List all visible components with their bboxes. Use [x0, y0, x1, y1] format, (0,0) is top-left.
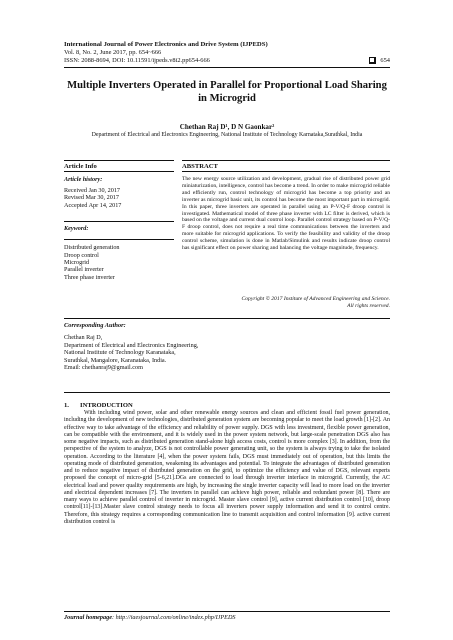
paper-authors: Chethan Raj D¹, D N Gaonkar²: [179, 123, 275, 131]
section-title: INTRODUCTION: [80, 402, 133, 409]
homepage-link[interactable]: : http://iaesjournal.com/online/index.php/IJPEDS: [111, 614, 236, 621]
page-number: 654: [380, 56, 390, 64]
corresponding-divider: [64, 318, 390, 319]
section-heading: [64, 402, 133, 410]
revised-date: Revised Mar 30, 2017: [64, 194, 119, 202]
page-indicator: [369, 57, 390, 65]
keyword-label: Keyword:: [64, 225, 89, 233]
received-date: Received Jan 30, 2017: [64, 187, 121, 194]
issn-line: [64, 57, 390, 65]
paper-title: Multiple Inverters Operated in Parallel for Proportional Load Sharing in Microgrid: [67, 80, 387, 104]
section-divider: [64, 392, 390, 393]
corresponding-label: Corresponding Author:: [64, 322, 126, 329]
keyword-list: [64, 244, 174, 281]
keyword-item: Droop control: [64, 251, 99, 259]
section-number: 1.: [64, 402, 69, 409]
journal-footer: [64, 614, 236, 622]
footer-rule: [64, 611, 390, 612]
page-box-icon: [369, 57, 375, 63]
keyword-item: Microgrid: [64, 259, 90, 267]
header-rule: [64, 67, 390, 68]
journal-name: International Journal of Power Electronics and Drive System (IJPEDS): [64, 41, 268, 48]
footer-label: Journal homepage: [64, 614, 112, 621]
rights-line: All rights reserved.: [347, 302, 390, 309]
accepted-date: Accepted Apr 14, 2017: [64, 201, 122, 209]
keyword-item: Distributed generation: [64, 244, 120, 252]
journal-header: [64, 41, 390, 64]
author-affiliation: Department of Electrical and Electronics Engineering, National Institute of Technology Karnataka,Surathkal, India: [91, 132, 363, 138]
corresponding-name: Chethan Raj D,: [64, 334, 103, 341]
abstract-heading: ABSTRACT: [182, 160, 390, 172]
history-dates: [64, 187, 174, 209]
info-divider: [64, 221, 174, 222]
copyright-notice: [182, 296, 390, 310]
keyword-divider: [64, 239, 174, 240]
keyword-item: Parallel inverter: [64, 266, 104, 274]
copyright-line: Copyright © 2017 Institute of Advanced Engineering and Science.: [241, 296, 390, 302]
history-label: Article history:: [64, 176, 103, 183]
volume-line: Vol. 8, No. 2, June 2017, pp. 654~666: [64, 49, 162, 56]
abstract-text: The new energy source utilization and development, gradual rise of distributed power grid miniaturization, intelligence, control has become a trend. In order to make microgrid reliable and efficiently run, control technology of microgrid has become a top priority and an inverter as microgrid basic unit, its control has become the most important part in microgrid. In this paper, three inverters are operated in parallel using an P-V/Q-F droop control is investigated. Mathematical model of three phase inverter with LC filter is derived, which is based on the voltage and current dual control loop. Parallel control strategy based on P-V/Q-F droop control, does not require a real time communications between the inverters and more suitable for microgrid applications. To verify the feasibility and validity of the droop control scheme, simulation is done in Matlab/Simulink and results indicate droop control has significant effect on power sharing and balancing the voltage magnitude, frequency.: [182, 176, 390, 252]
issn-doi: ISSN: 2088-8694, DOI: 10.11591/ijpeds.v8i2.pp654-666: [64, 56, 210, 64]
article-info-heading: Article Info: [64, 160, 174, 172]
introduction-text: With including wind power, solar and other renewable energy sources and clean and efficient fossil fuel power generation, including the development of new technologies, distributed generation system are becoming popular to meet the load growth [1]-[2]. An effective way to take advantage of the efficiency and reliability of power supply. DGS with less investment, flexible power generation, can be compatible with the environment, and it is widely used in the power system network, but large-scale penetration DGS also has some negative impacts, such as distributed generation stand-alone high access costs, control is more complex [3]. In addition, from the perspective of the system to analyze, DGS is not controllable power generating unit, so the system is always trying to take the isolated operation. According to the literature [4], when the power system fails, DGS must immediately out of operation, but this limits the operating mode of distributed generation, weakening its advantages and potential. To integrate the advantages of distributed generation and to reduce negative impact of distributed generation on the grid, to optimize the efficiency and value of DGS, relevant experts proposed the concept of micro-grid [5-6,21].DGs are connected to load through inverter interface in microgrid. Currently, the AC electrical load and power quality requirements are high, by increasing the single inverter capacity will lead to more load on the inverter and electrical dependent increases [7]. The inverters in parallel can achieve high power, reliable and redundant power [8]. There are many ways to achieve parallel control of inverter in microgrid. Master slave control [9], active current distribution control [10], droop control[11]-[13].Master slave control strategy needs to focus all inverters power supply information and send it to control centre. Therefore, this strategy requires a corresponding communication line to transmit acquisition and control information [9]. active current distribution control is: [64, 410, 390, 525]
corresponding-institute: National Institute of Technology Karanataka,: [64, 349, 176, 357]
keyword-item: Three phase inverter: [64, 273, 115, 281]
corresponding-address: Surathkal, Mangalore, Karanataka, India.: [64, 356, 167, 364]
corresponding-department: Department of Electrical and Electronics Engineering,: [64, 341, 199, 349]
article-info-column: [64, 176, 174, 281]
corresponding-email: Email: chethanraj9@gmail.com: [64, 364, 143, 372]
corresponding-details: [64, 334, 390, 372]
